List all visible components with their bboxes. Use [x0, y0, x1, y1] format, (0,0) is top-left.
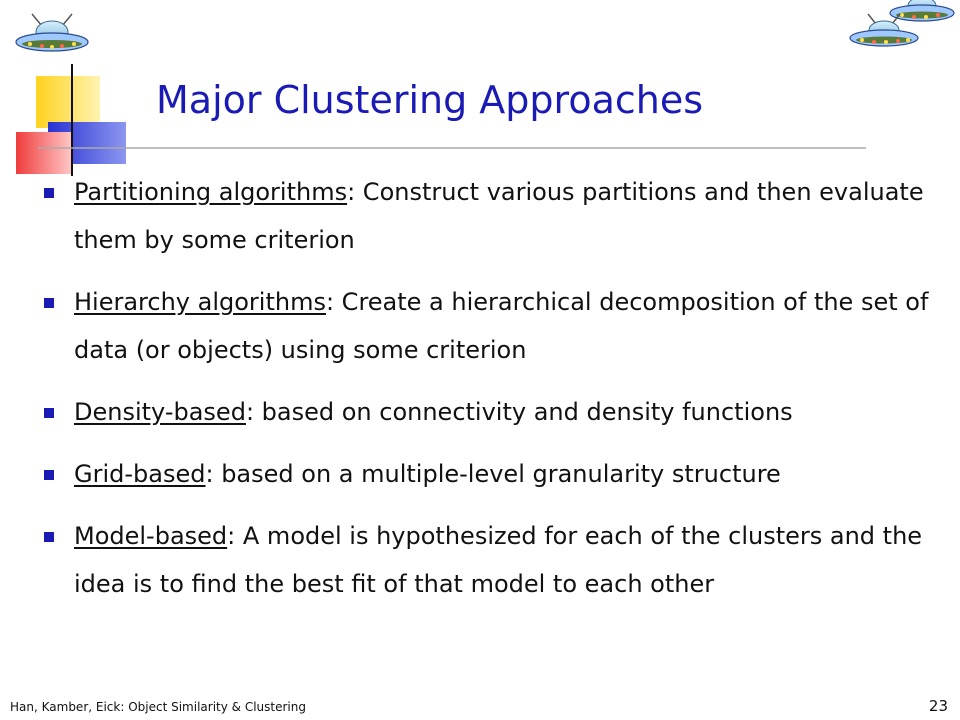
bullet-description: : based on a multiple-level granularity structure — [205, 460, 781, 488]
bullet-term: Partitioning algorithms — [74, 178, 348, 206]
bullet-square-icon — [44, 298, 54, 308]
bullet-term: Grid-based — [74, 460, 206, 488]
bullet-square-icon — [44, 408, 54, 418]
slide-title: Major Clustering Approaches — [156, 78, 704, 122]
bullet-square-icon — [44, 532, 54, 542]
deco-yellow-square — [36, 76, 100, 128]
bullet-item-grid — [36, 450, 936, 498]
bullet-term: Model-based — [74, 522, 228, 550]
bullet-term: Density-based — [74, 398, 246, 426]
bullet-item-hierarchy — [36, 278, 936, 374]
ufo-icon-top-left — [16, 14, 88, 51]
bullet-item-partitioning — [36, 168, 936, 264]
bullet-description: : A model is hypothesized for each of the clusters and the idea is to find the best fit of that model to each other — [74, 522, 923, 598]
page-number: 23 — [928, 697, 948, 715]
bullet-item-density — [36, 388, 936, 436]
bullet-list — [36, 168, 936, 622]
bullet-description: : based on connectivity and density functions — [245, 398, 793, 426]
bullet-description: : Construct various partitions and then evaluate them by some criterion — [74, 178, 924, 254]
ufo-icon-top-right-upper — [890, 0, 954, 21]
bullet-description: : Create a hierarchical decomposition of the set of data (or objects) using some criterion — [74, 288, 929, 364]
slide-footer: Han, Kamber, Eick: Object Similarity & Clustering — [10, 700, 306, 714]
bullet-square-icon — [44, 470, 54, 480]
bullet-term: Hierarchy algorithms — [74, 288, 326, 316]
bullet-square-icon — [44, 188, 54, 198]
bullet-item-model — [36, 512, 936, 608]
